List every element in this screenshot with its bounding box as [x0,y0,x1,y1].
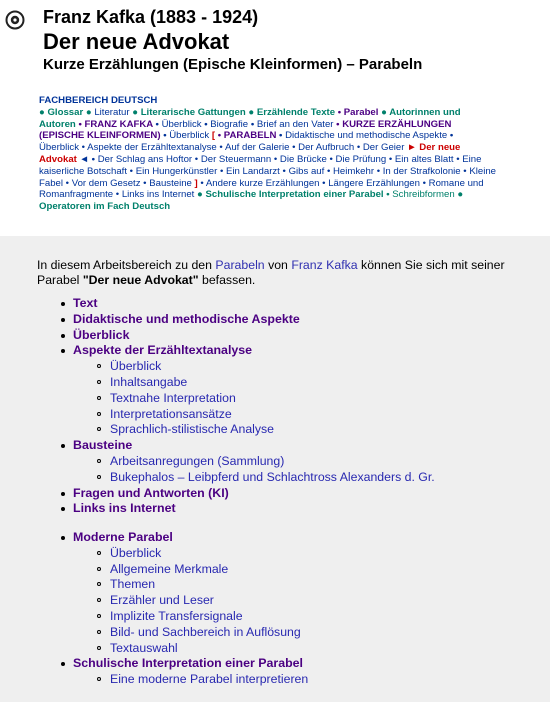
nav-link-romane[interactable]: Romane und [428,177,484,189]
intro-paragraph [37,258,517,288]
intro-text: In diesem Arbeitsbereich zu den [37,258,216,272]
nav-link-hungerkuenstler[interactable]: Ein Hungerkünstler [135,165,218,177]
nav-link-glossar[interactable]: Glossar [47,106,84,118]
nav-link-autorinnen[interactable]: Autorinnen und [389,106,461,118]
nav-line-9 [39,189,475,201]
nav-line-7 [39,165,497,178]
nav-link-kleine[interactable]: Kleine [469,165,497,177]
separator: • [75,118,85,130]
nav-link-biografie[interactable]: Biografie [210,118,249,130]
menu-label[interactable]: Aspekte der Erzähltextanalyse [73,343,253,358]
nav-link-operatoren[interactable]: Operatoren im Fach Deutsch [39,201,171,213]
intro-text: von [264,258,292,272]
nav-link-der-geier[interactable]: Der Geier [362,142,405,154]
nav-link-autoren[interactable]: Autoren [39,118,76,130]
bracket-open: [ [209,130,218,142]
nav-link-eine[interactable]: Eine [462,153,482,165]
separator: • [248,118,257,130]
separator: • [319,177,329,189]
separator: • [324,165,333,177]
separator: • [200,177,206,189]
arrow-left-icon: ◄ • [76,153,98,165]
separator: • [419,177,429,189]
author-heading: Franz Kafka (1883 - 1924) [43,7,259,27]
bracket-close: ] [191,177,201,189]
menu-item-links[interactable] [0,501,435,517]
submenu-item[interactable]: Erzähler und Leser [73,593,308,609]
separator: • [113,189,122,201]
nav-line-4 [39,130,475,142]
menu-label[interactable]: Moderne Parabel [73,530,173,544]
separator: • [201,118,211,130]
separator: • [453,153,463,165]
menu-item-aspekte[interactable] [0,343,435,438]
intro-text: befassen. [198,273,256,287]
nav-link-vor-dem-gesetz[interactable]: Vor dem Gesetz [71,177,141,189]
nav-link-andere-erzaehlungen[interactable]: Andere kurze Erzählungen [205,177,320,189]
separator: ● [129,106,141,118]
menu-label[interactable]: Text [73,296,98,310]
menu-label[interactable]: Überblick [73,327,130,342]
submenu-schulische [73,672,308,688]
breadcrumb-navigation [39,95,497,213]
submenu-moderne [73,546,308,657]
separator: • [279,165,289,177]
intro-title-quote: "Der neue Advokat" [82,273,199,287]
nav-line-5 [39,142,475,154]
nav-link-bausteine[interactable]: Bausteine [149,177,192,189]
menu-item-didaktik[interactable] [0,312,435,328]
submenu-item[interactable]: Themen [73,577,308,593]
submenu-item[interactable]: Textnahe Interpretation [73,391,435,407]
menu-item-bausteine[interactable] [0,438,435,485]
separator: ● [454,189,464,201]
separator: • [326,153,336,165]
nav-line-10 [39,201,475,213]
nav-link-schlag-ans-hoftor[interactable]: Der Schlag ans Hoftor [97,153,193,165]
separator: ● [378,106,390,118]
nav-link-gattungen[interactable]: Literarische Gattungen [140,106,246,118]
nav-line-2 [39,107,475,119]
nav-current-der-neue: Der neue [419,142,461,154]
menu-item-fragen[interactable] [0,486,435,502]
menu-label[interactable]: Schulische Interpretation einer Parabel [73,656,303,671]
nav-link-bruecke[interactable]: Die Brücke [279,153,327,165]
separator: ● [194,189,206,201]
nav-link-literatur[interactable]: Literatur [94,106,130,118]
content-menu [0,296,435,517]
separator: • [333,118,343,130]
separator: • [217,130,224,142]
nav-link-didaktische-aspekte[interactable]: Didaktische und methodische Aspekte [285,130,448,142]
nav-link-ueberblick-2[interactable]: Überblick [169,130,210,142]
submenu-item[interactable]: Interpretationsansätze [73,407,435,423]
nav-link-laengere-erzaehlungen[interactable]: Längere Erzählungen [328,177,420,189]
nav-link-altes-blatt[interactable]: Ein altes Blatt [394,153,454,165]
separator: • [126,165,136,177]
separator: • [354,142,363,154]
nav-line-8 [39,177,484,190]
content-area [0,236,550,702]
submenu-item[interactable]: Allgemeine Merkmale [73,562,308,578]
submenu-item[interactable]: Inhaltsangabe [73,375,435,391]
nav-link-heimkehr[interactable]: Heimkehr [333,165,375,177]
nav-link-epische-kleinformen[interactable]: (EPISCHE KLEINFORMEN) [39,130,161,142]
separator: • [374,165,383,177]
separator: ● [83,106,95,118]
nav-link-kaiserliche-botschaft[interactable]: kaiserliche Botschaft [39,165,127,177]
nav-link-franz-kafka[interactable]: FRANZ KAFKA [84,118,153,130]
link-franz-kafka[interactable]: Franz Kafka [291,258,358,272]
intro-text: können Sie sich mit seiner Parabel [37,258,505,287]
submenu-item[interactable]: Bukephalos – Leibpferd und Schlachtross Alexanders d. Gr. [73,470,435,486]
nav-link-landarzt[interactable]: Ein Landarzt [225,165,280,177]
separator: • [386,153,395,165]
menu-label[interactable]: Links ins Internet [73,501,176,516]
nav-link-kurze-erzaehlungen[interactable]: KURZE ERZÄHLUNGEN [342,118,452,130]
nav-link-strafkolonie[interactable]: In der Strafkolonie [382,165,461,177]
arrow-right-icon: ► [404,142,420,154]
separator: • [63,177,72,189]
submenu-bausteine [73,454,435,486]
nav-link-pruefung[interactable]: Die Prüfung [335,153,387,165]
separator: • [217,165,226,177]
submenu-item[interactable]: Überblick [73,546,308,562]
separator: • [160,130,170,142]
nav-link-schulische-interpretation[interactable]: Schulische Interpretation einer Parabel [205,189,384,201]
submenu-aspekte [73,359,435,438]
separator: ● [245,106,257,118]
nav-link-aspekte[interactable]: Aspekte der Erzähltextanalyse [87,142,217,154]
header-area [0,0,550,236]
separator: • [460,165,470,177]
nav-link-links-internet[interactable]: Links ins Internet [121,189,195,201]
nav-link-parabeln[interactable]: PARABELN [223,130,277,142]
submenu-item[interactable]: Textauswahl [73,641,308,657]
menu-label[interactable]: Bausteine [73,438,133,453]
nav-link-gibs-auf[interactable]: Gibs auf [288,165,325,177]
menu-label[interactable]: Fragen und Antworten (KI) [73,485,229,500]
separator: • [216,142,225,154]
separator: • [152,118,162,130]
submenu-item[interactable]: Überblick [73,359,435,375]
separator: • [140,177,150,189]
separator: • [271,153,280,165]
nav-heading[interactable]: FACHBEREICH DEUTSCH [39,95,158,106]
separator: • [192,153,201,165]
nav-link-ueberblick[interactable]: Überblick [161,118,202,130]
nav-link-auf-der-galerie[interactable]: Auf der Galerie [224,142,290,154]
circle-logo-icon[interactable] [5,10,25,30]
separator: • [335,106,344,118]
nav-line-6 [39,153,482,166]
menu-item-schulische[interactable] [0,656,308,688]
menu-label[interactable]: Didaktische und methodische Aspekte [73,311,300,326]
submenu-item[interactable]: Bild- und Sachbereich in Auflösung [73,625,308,641]
nav-link-ueberblick-3[interactable]: Überblick [39,142,79,154]
link-parabeln[interactable]: Parabeln [215,258,265,272]
submenu-item[interactable]: Implizite Transfersignale [73,609,308,625]
nav-link-fabel[interactable]: Fabel [39,177,63,189]
nav-link-romanfragmente[interactable]: Romanfragmente [39,189,114,201]
separator: • [79,142,88,154]
nav-link-steuermann[interactable]: Der Steuermann [200,153,272,165]
nav-link-der-aufbruch[interactable]: Der Aufbruch [298,142,355,154]
page-subtitle: Kurze Erzählungen (Epische Kleinformen) – Parabeln [43,56,423,73]
content-menu-2 [0,530,308,688]
submenu-item[interactable]: Eine moderne Parabel interpretieren [73,672,308,688]
separator: • [276,130,286,142]
nav-link-brief[interactable]: Brief an den Vater [256,118,334,130]
nav-current-advokat: Advokat [39,153,77,165]
separator: ● [39,106,48,118]
separator: • [383,189,393,201]
submenu-item[interactable]: Sprachlich-stilistische Analyse [73,422,435,438]
nav-link-erzaehlende-texte[interactable]: Erzählende Texte [256,106,336,118]
nav-link-schreibformen[interactable]: Schreibformen [392,189,455,201]
menu-item-moderne-parabel[interactable] [0,530,308,656]
submenu-item[interactable]: Arbeitsanregungen (Sammlung) [73,454,435,470]
separator: • [289,142,299,154]
menu-item-text[interactable] [0,296,435,312]
menu-item-ueberblick[interactable] [0,328,435,344]
separator: • [447,130,454,142]
nav-link-parabel[interactable]: Parabel [343,106,379,118]
nav-line-3 [39,119,475,131]
page-title: Der neue Advokat [43,29,230,54]
